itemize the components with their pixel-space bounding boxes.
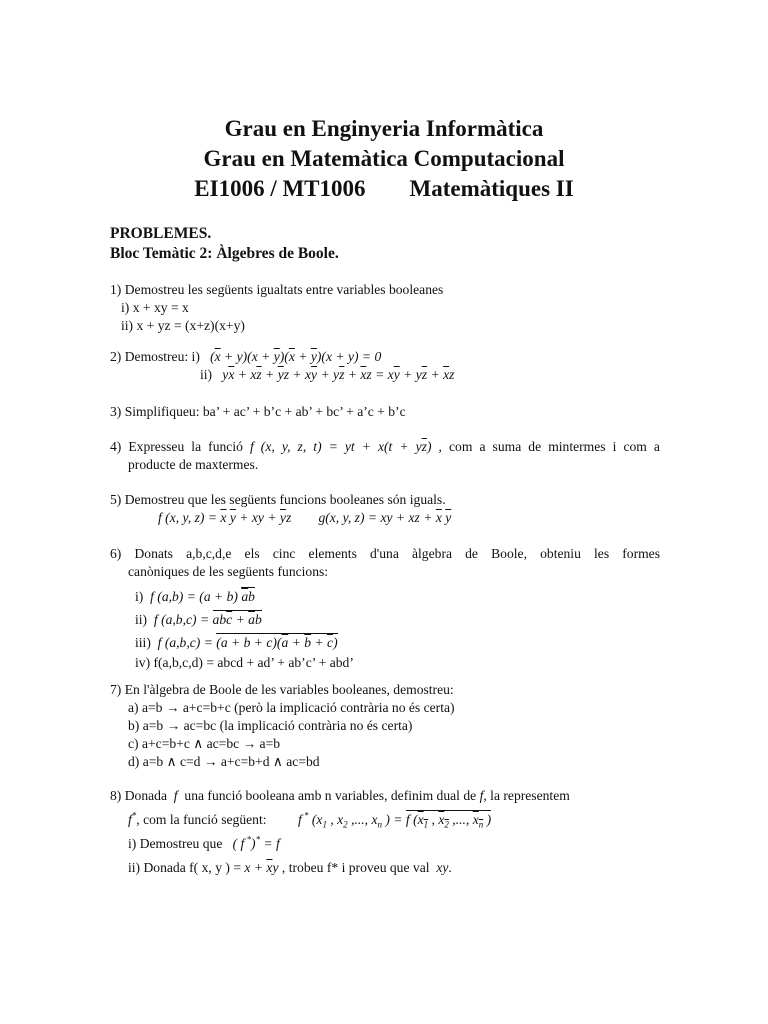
section-subtitle: Bloc Temàtic 2: Àlgebres de Boole. <box>110 245 339 262</box>
formula: f (a,b) = (a + b) $\overline{a}b$ <box>146 589 255 604</box>
problem-8-mid: una funció booleana amb n variables, definim dual de <box>184 788 477 803</box>
problem-8-line-2-text: , com la funció següent: <box>136 812 267 827</box>
problem-6-iii <box>110 631 660 654</box>
problem-2-ii-label: ii) <box>200 367 213 382</box>
problem-5 <box>110 491 660 527</box>
problem-2-label: 2) Demostreu: i) <box>110 349 200 364</box>
formula: f $(a,b,c) = ab\overline{c} + \overline{a}b$ <box>150 612 262 627</box>
problem-2-i <box>110 348 660 366</box>
problem-6-i-label: i) <box>135 589 144 604</box>
formula: ( f *)* = f <box>225 834 280 851</box>
problem-6-i <box>110 585 660 608</box>
formula: f (x, y, z, t) = yt + $x(t + y\overline{z})$ <box>249 439 432 454</box>
problem-8-lead: 8) Donada <box>110 788 167 803</box>
degree-title-1: Grau en Enginyeria Informàtica <box>224 116 544 141</box>
problem-7-a: a) a=b → a+c=b+c (però la implicació contrària no és certa) <box>128 700 455 715</box>
problem-8-end: , la representem <box>483 788 570 803</box>
problem-4-lead: 4) Expresseu la funció <box>110 439 243 454</box>
problem-7-c: c) a+c=b+c ∧ ac=bc → a=b <box>128 736 281 751</box>
problem-8-i-label: i) Demostreu que <box>128 836 223 851</box>
problem-4-line-1 <box>110 438 660 456</box>
problem-2 <box>110 348 660 384</box>
problem-3: 3) Simplifiqueu: ba’ + ac’ + b’c + ab’ + bc’ + a’c + b’c <box>110 404 406 419</box>
formula: f (x, y, $z) = \overline{x}$ $\overline{y}$ + xy + $\overline{y}z$ g(x, y, z) = xy + xz + $\overline{x}$ $\overline{y}$ <box>158 510 452 525</box>
problem-6-ii-label: ii) <box>135 612 148 627</box>
problem-8 <box>110 784 660 880</box>
problem-6-ii <box>110 608 660 631</box>
problem-4 <box>110 438 660 474</box>
problem-7 <box>110 681 660 771</box>
problem-8-i <box>110 832 660 856</box>
formula: $(\overline{x} + y)(x + \overline{y})(\overline{x} + \overline{y})(x + y) = 0$ <box>203 349 382 364</box>
problem-7-b: b) a=b → ac=bc (la implicació contrària no és certa) <box>128 718 413 733</box>
problem-1-ii: ii) x + yz = (x+z)(x+y) <box>121 318 245 333</box>
problem-6-iv: iv) f(a,b,c,d) = abcd + ad’ + ab’c’ + abd’ <box>135 655 354 670</box>
formula: xy <box>432 860 449 875</box>
formula: f <box>479 788 484 803</box>
problem-8-line-2 <box>110 808 660 832</box>
course-code: EI1006 / MT1006 <box>194 176 366 201</box>
problem-1 <box>110 281 660 335</box>
problem-2-ii <box>110 366 660 384</box>
problem-5-intro: 5) Demostreu que les següents funcions booleanes són iguals. <box>110 492 446 507</box>
problem-8-ii: ii) Donada f( x, y ) = $x + \overline{x}y$ , trobeu f* i proveu que val xy. <box>128 860 452 875</box>
formula: f $(a,b,c) = (a + b + c)(\overline{a} + \overline{b} + \overline{c})$ <box>154 635 338 650</box>
problem-4-tail: , com a suma de mintermes i com a <box>438 439 660 454</box>
formula: f <box>170 788 181 803</box>
problem-1-intro: 1) Demostreu les següents igualtats entre variables booleanes <box>110 282 444 297</box>
course-name: Matemàtiques II <box>409 176 574 201</box>
section-title: PROBLEMES. <box>110 225 212 242</box>
problem-6-line-1: 6) Donats a,b,c,d,e els cinc elements d'una àlgebra de Boole, obteniu les formes <box>110 546 660 561</box>
problem-7-intro: 7) En l'àlgebra de Boole de les variables booleanes, demostreu: <box>110 682 454 697</box>
formula: $x + \overline{x}y$ <box>244 860 279 875</box>
course-header <box>0 114 768 204</box>
formula: f* <box>128 810 137 827</box>
problem-8-line-1 <box>110 784 660 808</box>
problem-1-i: i) x + xy = x <box>121 300 189 315</box>
problem-8-ii-label: ii) Donada f( x, y ) = <box>128 860 241 875</box>
degree-title-2: Grau en Matemàtica Computacional <box>203 146 565 171</box>
formula: f * ($x_1$ , $x_2$ ,..., $x_n$ ) = f ($x_1$ , $x_2$ ,..., $x_n$ ) <box>297 810 492 830</box>
problem-4-line-2: producte de maxtermes. <box>128 457 259 472</box>
problem-7-d: d) a=b ∧ c=d → a+c=b+d ∧ ac=bd <box>128 754 320 769</box>
problem-6-iii-label: iii) <box>135 635 151 650</box>
formula: $y\overline{x} + x\overline{z} + \overline{y}z + x\overline{y} + y\overline{z} + \overline{x}z = x\overline{y} + y\overline{z} + \overline{x}z$ <box>215 367 455 382</box>
course-code-line <box>0 174 768 204</box>
problem-6-line-2: canòniques de les següents funcions: <box>128 564 329 579</box>
problem-8-ii-tail: , trobeu f* i proveu que val <box>281 860 430 875</box>
problem-6 <box>110 545 660 672</box>
